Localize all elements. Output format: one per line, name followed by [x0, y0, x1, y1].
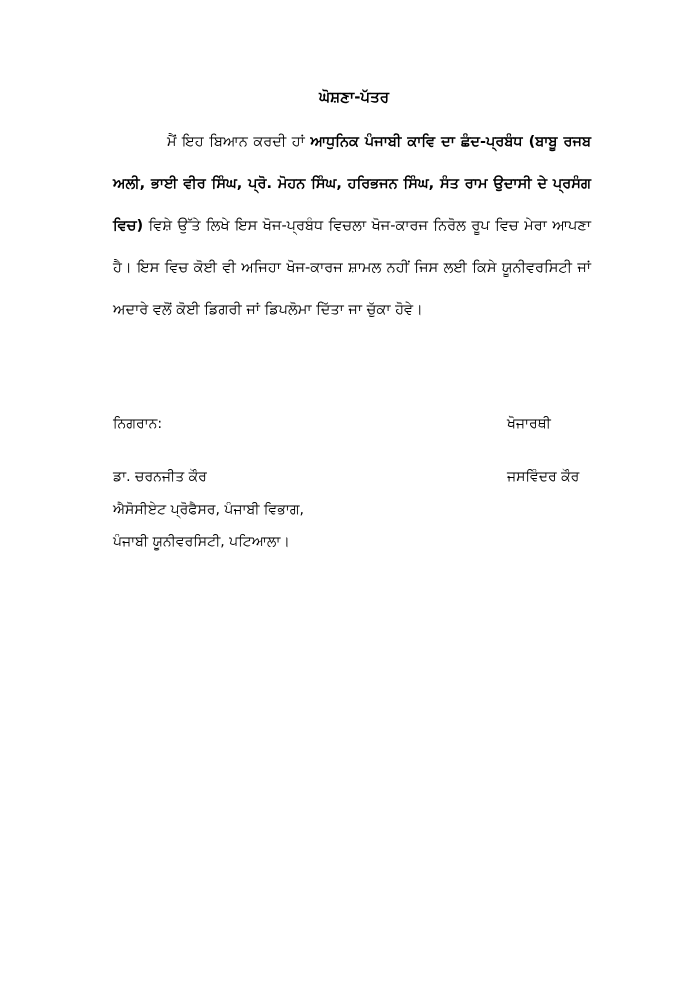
supervisor-designation: ਐਸੋਸੀਏਟ ਪ੍ਰੋਫੈਸਰ, ਪੰਜਾਬੀ ਵਿਭਾਗ, [113, 502, 304, 518]
paragraph-intro: ਮੈਂ ਇਹ ਬਿਆਨ ਕਰਦੀ ਹਾਂ [167, 134, 311, 150]
supervisor-label: ਨਿਗਰਾਨ: [113, 416, 163, 432]
researcher-name: ਜਸਵਿੰਦਰ ਕੌਰ [507, 469, 580, 485]
paragraph-rest: ਵਿਸ਼ੇ ਉੱਤੇ ਲਿਖੇ ਇਸ ਖੋਜ-ਪ੍ਰਬੰਧ ਵਿਚਲਾ ਖੋਜ-ਕਾਰਜ ਨਿਰੋਲ ਰੂਪ ਵਿਚ ਮੇਰਾ ਆਪਣਾ ਹੈ। ਇਸ ਵਿਚ ਕੋਈ ਵੀ ਅਜਿਹਾ ਖੋਜ-ਕਾਰਜ ਸ਼ਾਮਲ ਨਹੀਂ ਜਿਸ ਲਈ ਕਿਸੇ ਯੂਨੀਵਰਸਿਟੀ ਜਾਂ ਅਦਾਰੇ ਵਲੋਂ ਕੋਈ ਡਿਗਰੀ ਜਾਂ ਡਿਪਲੋਮਾ ਦਿੱਤਾ ਜਾ ਚੁੱਕਾ ਹੋਵੇ। [113, 218, 591, 318]
thesis-title: ਆਧੁਨਿਕ ਪੰਜਾਬੀ ਕਾਵਿ ਦਾ ਛੰਦ-ਪ੍ਰਬੰਧ (ਬਾਬੂ ਰਜਬ ਅਲੀ, ਭਾਈ ਵੀਰ ਸਿੰਘ, ਪ੍ਰੋ. ਮੋਹਨ ਸਿੰਘ, ਹਰਿਭਜਨ ਸਿੰਘ, ਸੰਤ ਰਾਮ ਉਦਾਸੀ ਦੇ ਪ੍ਰਸੰਗ ਵਿਚ) [113, 134, 591, 234]
document-title-text: ਘੋਸ਼ਣਾ-ਪੱਤਰ [318, 88, 389, 106]
declaration-paragraph [113, 121, 591, 331]
supervisor-institution: ਪੰਜਾਬੀ ਯੂਨੀਵਰਸਿਟੀ, ਪਟਿਆਲਾ। [113, 534, 290, 550]
document-title [0, 86, 700, 108]
signature-names-row [113, 467, 591, 487]
researcher-label: ਖੋਜਾਰਥੀ [507, 416, 551, 432]
supervisor-name: ਡਾ. ਚਰਨਜੀਤ ਕੌਰ [113, 469, 207, 485]
signature-labels-row [113, 414, 591, 434]
